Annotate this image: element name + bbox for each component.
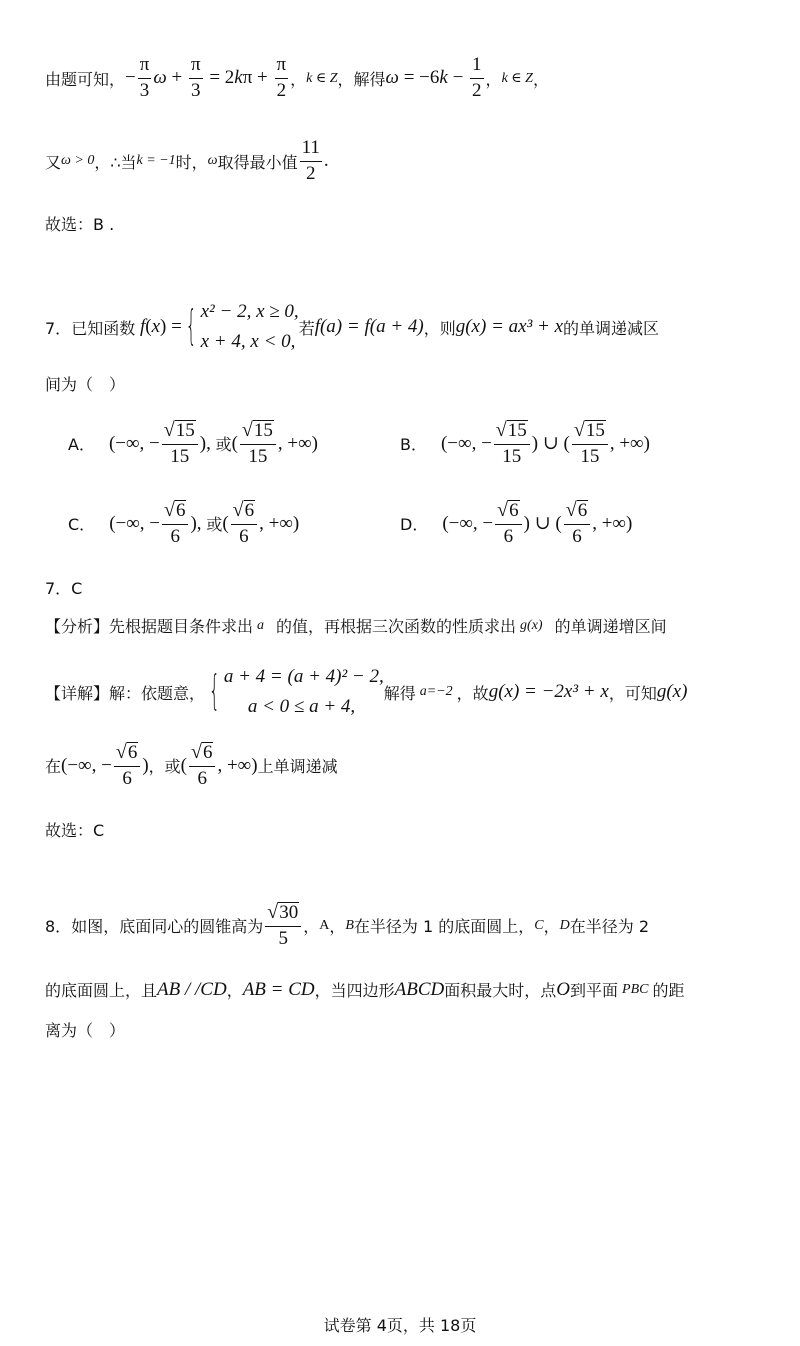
prev-answer: 故选：B . [45, 215, 115, 234]
solution-line-1: 由题可知， − $\frac{\pi}{3}$ ω + $\frac{\pi}{3}$ = 2kπ + $\frac{\pi}{2}$ ， k ∈ Z ，解得 ω = −6k − $\frac{1}{2}$ ， k ∈ Z ， [45, 54, 549, 101]
page-footer: 试卷第 4页，共 18页 [323, 1316, 477, 1335]
solution-line-2: 又 ω > 0 ，∴当 k = −1 时， ω 取得最小值 $\frac{11}{2}$ . [45, 137, 329, 184]
option-b[interactable]: B． (−∞, − √ 15 15 ) ∪ ( √ 15 15 , +∞) [400, 419, 650, 467]
q7-detail: 【详解】 解：依题意， { a + 4 = (a + 4)² − 2, a < 0 ≤ a + 4, 解得 a=−2 ，故 g(x) = −2x³ + x ，可知 g(x) [45, 662, 687, 723]
fraction: $\frac{\pi}{3}$ [139, 54, 150, 101]
q7-detail-cont: 在 (−∞, − √ 6 6 ) ，或 ( √ 6 6 , +∞) 上单调递减 [45, 741, 338, 789]
q7-stem-cont: 间为（ ） [45, 375, 126, 394]
q8-stem-1: 8． 如图，底面同心的圆锥高为 √ 30 5 ， A ， B 在半径为 1 的底面圆上， C ， D 在半径为 2 [45, 901, 650, 949]
q7-answer: 7．C [45, 579, 83, 598]
min-value-fraction: $\frac{11}{2}$ [301, 137, 320, 184]
q7-analysis: 【分析】 先根据题目条件求出 a 的值，再根据三次函数的性质求出 g(x) 的单调递增区间 [45, 617, 667, 636]
q7-stem: 7． 已知函数 f ( x ) = { x² − 2, x ≥ 0, x + 4, x < 0, 若 f(a) = f(a + 4) ，则 g(x) = ax³ + x 的单调递减区 [45, 297, 659, 358]
equation-system: a + 4 = (a + 4)² − 2, a < 0 ≤ a + 4, [223, 666, 384, 718]
q8-stem-3: 离为（ ） [45, 1021, 126, 1040]
text: 由题可知， [45, 69, 126, 89]
q8-stem-2: 的底面圆上，且 AB / /CD ， AB = CD ，当四边形 ABCD 面积最大时，点 O 到平面 PBC 的距 [45, 978, 685, 1000]
fraction: $\frac{\pi}{2}$ [276, 54, 287, 101]
fraction: $\frac{1}{2}$ [472, 54, 482, 101]
q7-final: 故选：C [45, 821, 105, 840]
fraction: $\frac{\pi}{3}$ [190, 54, 201, 101]
height-fraction: √ 30 5 [265, 902, 301, 950]
option-d[interactable]: D． (−∞, − √ 6 6 ) ∪ ( √ 6 6 , +∞) [400, 499, 633, 547]
set-expr: k ∈ Z [306, 70, 338, 86]
option-a[interactable]: A． (−∞, − √ 15 15 ), 或 ( √ 15 15 , +∞) [68, 419, 318, 467]
option-c[interactable]: C． (−∞, − √ 6 6 ), 或 ( √ 6 6 , +∞) [68, 499, 300, 547]
piecewise-cases: x² − 2, x ≥ 0, x + 4, x < 0, [200, 301, 299, 353]
